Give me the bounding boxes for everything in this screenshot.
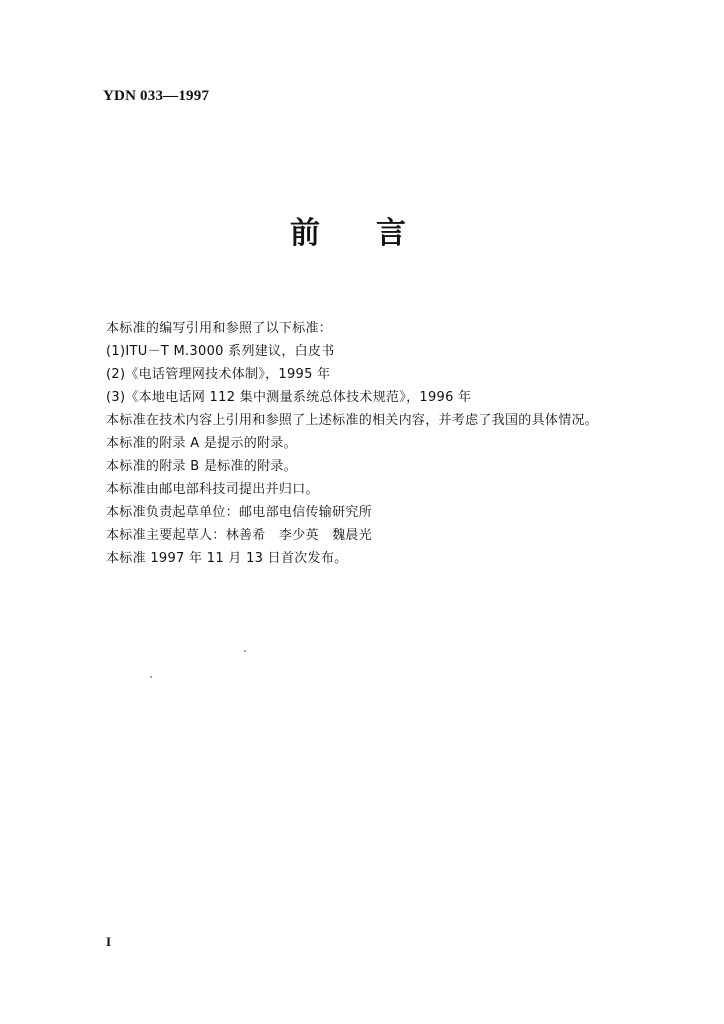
foreword-line: 本标准 1997 年 11 月 13 日首次发布。 [106, 551, 348, 566]
foreword-line: (1)ITU－T M.3000 系列建议，白皮书 [106, 344, 335, 359]
scan-speck [244, 650, 246, 652]
foreword-line: 本标准的附录 B 是标准的附录。 [106, 459, 297, 474]
foreword-line: 本标准的编写引用和参照了以下标准： [106, 321, 333, 336]
foreword-line: 本标准负责起草单位：邮电部电信传输研究所 [106, 505, 373, 520]
foreword-line: 本标准在技术内容上引用和参照了上述标准的相关内容，并考虑了我国的具体情况。 [106, 413, 599, 428]
foreword-line: 本标准由邮电部科技司提出并归口。 [106, 482, 319, 497]
page-number: I [106, 934, 112, 949]
document-code: YDN 033—1997 [103, 88, 210, 104]
foreword-line: (3)《本地电话网 112 集中测量系统总体技术规范》，1996 年 [106, 390, 472, 405]
foreword-line: 本标准的附录 A 是提示的附录。 [106, 436, 297, 451]
foreword-line: (2)《电话管理网技术体制》，1995 年 [106, 367, 331, 382]
foreword-line: 本标准主要起草人：林善希 李少英 魏晨光 [106, 528, 373, 543]
page-title: 前言 [290, 216, 462, 251]
scan-speck [150, 676, 152, 678]
foreword-text [106, 317, 706, 570]
